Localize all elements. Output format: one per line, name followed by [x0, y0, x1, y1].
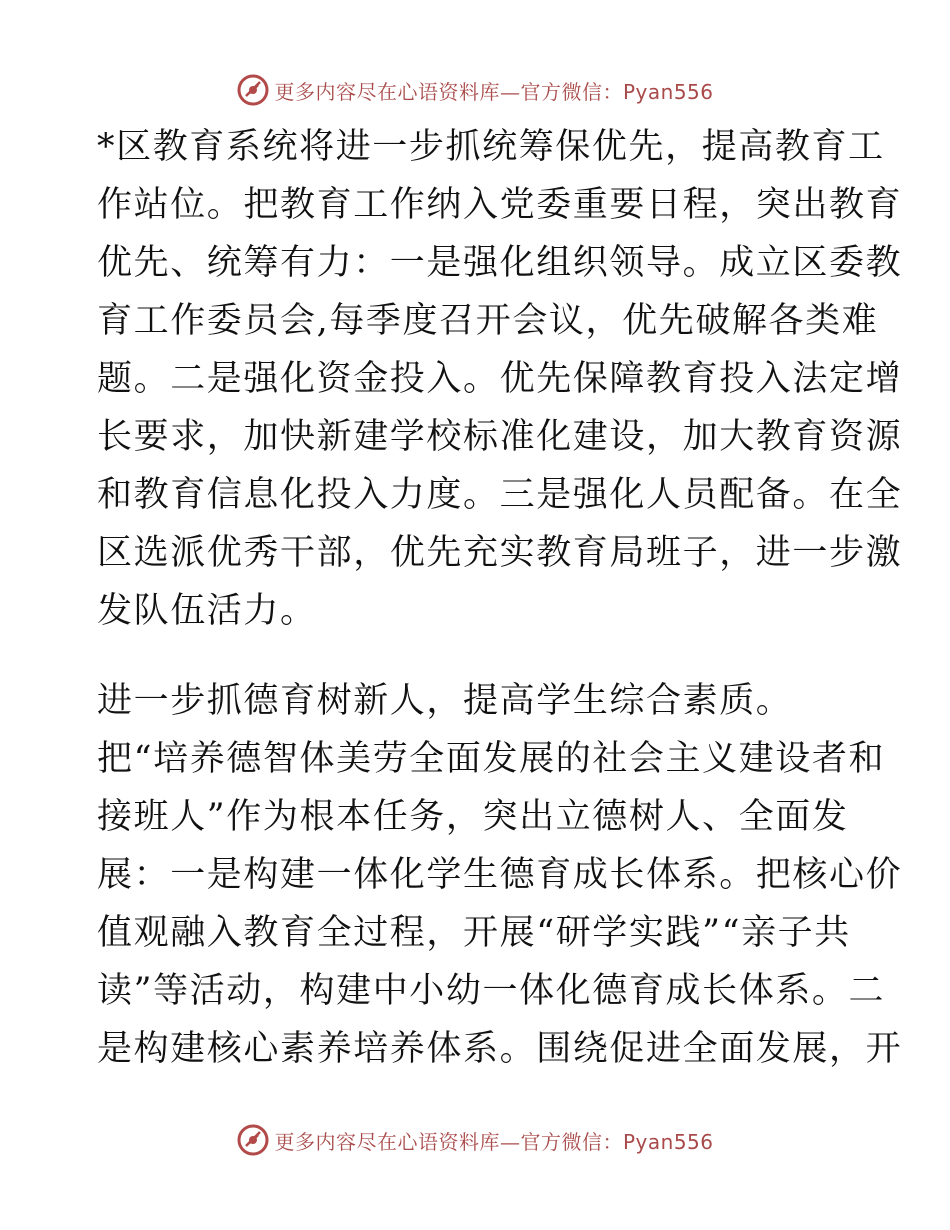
paragraph-1 — [97, 118, 903, 640]
text-line: 是构建核心素养培养体系。围绕促进全面发展，开 — [97, 1029, 903, 1069]
text-line: *区教育系统将进一步抓统筹保优先，提高教育工 — [97, 127, 885, 167]
text-line: 进一步抓德育树新人，提高学生综合素质。 — [97, 681, 793, 721]
footer-banner — [0, 1120, 950, 1160]
text-line: 长要求，加快新建学校标准化建设，加大教育资源 — [97, 417, 903, 457]
footer-banner-text: 更多内容尽在心语资料库—官方微信：Pyan556 — [274, 1129, 714, 1154]
text-line: 优先、统筹有力：一是强化组织领导。成立区委教 — [97, 243, 903, 283]
text-line: 值观融入教育全过程，开展“研学实践”“亲子共 — [97, 913, 851, 953]
text-line: 读”等活动，构建中小幼一体化德育成长体系。二 — [97, 971, 886, 1011]
text-line: 展：一是构建一体化学生德育成长体系。把核心价 — [97, 855, 903, 895]
text-line: 区选派优秀干部，优先充实教育局班子，进一步激 — [97, 533, 903, 573]
document-body — [97, 118, 903, 1078]
text-line: 接班人”作为根本任务，突出立德树人、全面发 — [97, 797, 849, 837]
footer-wechat-id: Pyan556 — [622, 1129, 714, 1154]
header-wechat-id: Pyan556 — [622, 79, 714, 104]
text-line: 作站位。把教育工作纳入党委重要日程，突出教育 — [97, 185, 903, 225]
text-line: 发队伍活力。 — [97, 591, 317, 631]
logo-icon — [236, 73, 270, 107]
header-banner — [0, 70, 950, 110]
text-line: 育工作委员会,每季度召开会议，优先破解各类难 — [97, 301, 879, 341]
header-banner-text: 更多内容尽在心语资料库—官方微信：Pyan556 — [274, 79, 714, 104]
logo-icon — [236, 1123, 270, 1157]
paragraph-2 — [97, 672, 903, 1078]
text-line: 题。二是强化资金投入。优先保障教育投入法定增 — [97, 359, 903, 399]
text-line: 和教育信息化投入力度。三是强化人员配备。在全 — [97, 475, 903, 515]
text-line: 把“培养德智体美劳全面发展的社会主义建设者和 — [97, 739, 886, 779]
